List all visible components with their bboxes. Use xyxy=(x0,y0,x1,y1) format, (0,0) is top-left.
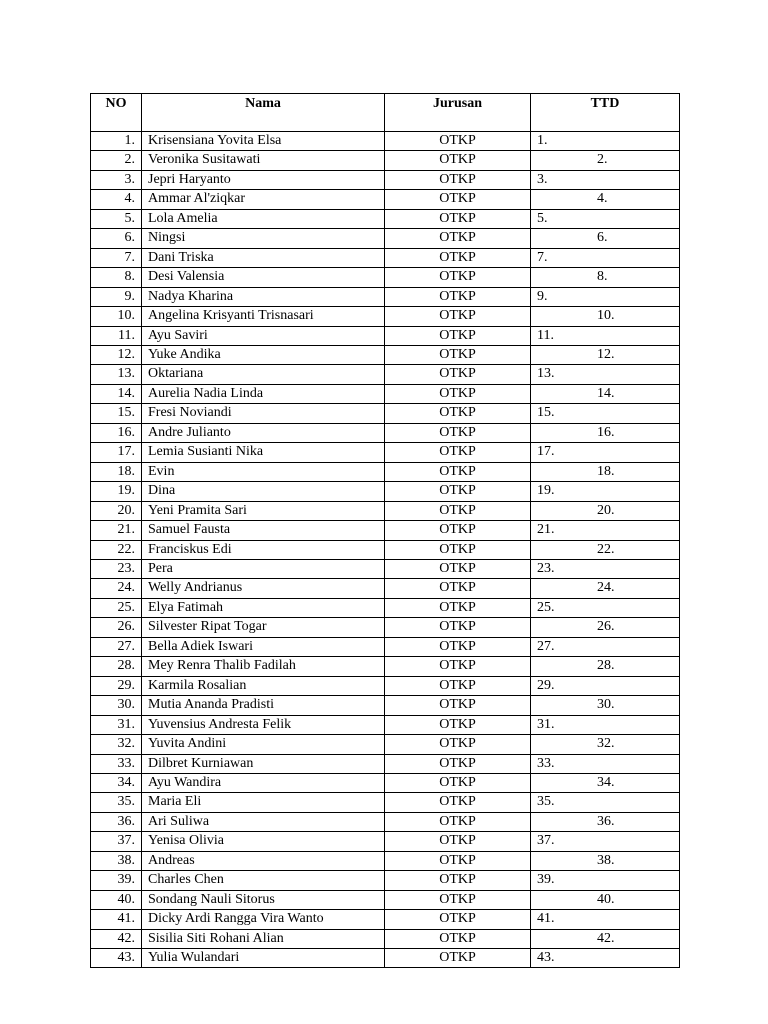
row-nama: Sisilia Siti Rohani Alian xyxy=(142,929,385,948)
row-nama: Yuke Andika xyxy=(142,345,385,364)
row-jurusan: OTKP xyxy=(385,910,531,929)
row-jurusan: OTKP xyxy=(385,540,531,559)
row-number: 37. xyxy=(91,832,142,851)
row-number: 14. xyxy=(91,384,142,403)
table-row xyxy=(91,170,680,189)
row-nama: Jepri Haryanto xyxy=(142,170,385,189)
row-jurusan: OTKP xyxy=(385,170,531,189)
row-number: 7. xyxy=(91,248,142,267)
row-nama: Dina xyxy=(142,482,385,501)
table-row xyxy=(91,287,680,306)
table-row xyxy=(91,618,680,637)
row-number: 12. xyxy=(91,345,142,364)
row-ttd: 10. xyxy=(531,307,680,326)
row-ttd: 14. xyxy=(531,384,680,403)
row-nama: Karmila Rosalian xyxy=(142,676,385,695)
row-nama: Bella Adiek Iswari xyxy=(142,637,385,656)
row-number: 32. xyxy=(91,735,142,754)
row-ttd: 35. xyxy=(531,793,680,812)
row-ttd: 1. xyxy=(531,132,680,151)
row-nama: Desi Valensia xyxy=(142,268,385,287)
row-jurusan: OTKP xyxy=(385,248,531,267)
header-no: NO xyxy=(91,94,142,132)
row-ttd: 37. xyxy=(531,832,680,851)
row-ttd: 43. xyxy=(531,949,680,968)
row-ttd: 39. xyxy=(531,871,680,890)
row-ttd: 40. xyxy=(531,890,680,909)
row-jurusan: OTKP xyxy=(385,715,531,734)
row-nama: Andre Julianto xyxy=(142,423,385,442)
table-row xyxy=(91,715,680,734)
row-number: 30. xyxy=(91,696,142,715)
row-nama: Ari Suliwa xyxy=(142,812,385,831)
row-number: 1. xyxy=(91,132,142,151)
table-row xyxy=(91,637,680,656)
row-nama: Yuvita Andini xyxy=(142,735,385,754)
row-ttd: 11. xyxy=(531,326,680,345)
row-number: 31. xyxy=(91,715,142,734)
row-ttd: 30. xyxy=(531,696,680,715)
row-number: 13. xyxy=(91,365,142,384)
row-jurusan: OTKP xyxy=(385,268,531,287)
row-number: 20. xyxy=(91,501,142,520)
row-jurusan: OTKP xyxy=(385,209,531,228)
table-row xyxy=(91,579,680,598)
row-number: 43. xyxy=(91,949,142,968)
row-jurusan: OTKP xyxy=(385,423,531,442)
row-ttd: 21. xyxy=(531,521,680,540)
header-ttd: TTD xyxy=(531,94,680,132)
table-row xyxy=(91,132,680,151)
row-nama: Silvester Ripat Togar xyxy=(142,618,385,637)
row-jurusan: OTKP xyxy=(385,365,531,384)
row-number: 41. xyxy=(91,910,142,929)
row-ttd: 25. xyxy=(531,598,680,617)
row-nama: Ammar Al'ziqkar xyxy=(142,190,385,209)
row-number: 2. xyxy=(91,151,142,170)
row-number: 40. xyxy=(91,890,142,909)
row-jurusan: OTKP xyxy=(385,676,531,695)
row-jurusan: OTKP xyxy=(385,326,531,345)
row-number: 9. xyxy=(91,287,142,306)
row-number: 33. xyxy=(91,754,142,773)
row-jurusan: OTKP xyxy=(385,793,531,812)
row-jurusan: OTKP xyxy=(385,345,531,364)
row-number: 42. xyxy=(91,929,142,948)
row-nama: Ayu Saviri xyxy=(142,326,385,345)
row-jurusan: OTKP xyxy=(385,949,531,968)
row-ttd: 9. xyxy=(531,287,680,306)
row-jurusan: OTKP xyxy=(385,482,531,501)
row-jurusan: OTKP xyxy=(385,307,531,326)
table-row xyxy=(91,229,680,248)
table-body xyxy=(91,132,680,968)
row-jurusan: OTKP xyxy=(385,287,531,306)
row-number: 19. xyxy=(91,482,142,501)
row-number: 24. xyxy=(91,579,142,598)
row-jurusan: OTKP xyxy=(385,773,531,792)
row-jurusan: OTKP xyxy=(385,404,531,423)
table-row xyxy=(91,190,680,209)
row-number: 16. xyxy=(91,423,142,442)
row-number: 28. xyxy=(91,657,142,676)
table-row xyxy=(91,832,680,851)
table-row xyxy=(91,773,680,792)
row-nama: Veronika Susitawati xyxy=(142,151,385,170)
row-number: 17. xyxy=(91,443,142,462)
row-number: 34. xyxy=(91,773,142,792)
row-number: 22. xyxy=(91,540,142,559)
table-row xyxy=(91,559,680,578)
table-row xyxy=(91,793,680,812)
row-jurusan: OTKP xyxy=(385,618,531,637)
row-nama: Mutia Ananda Pradisti xyxy=(142,696,385,715)
row-number: 36. xyxy=(91,812,142,831)
row-number: 3. xyxy=(91,170,142,189)
table-row xyxy=(91,754,680,773)
table-row xyxy=(91,735,680,754)
row-nama: Evin xyxy=(142,462,385,481)
row-jurusan: OTKP xyxy=(385,151,531,170)
table-row xyxy=(91,949,680,968)
row-nama: Aurelia Nadia Linda xyxy=(142,384,385,403)
row-ttd: 34. xyxy=(531,773,680,792)
row-jurusan: OTKP xyxy=(385,657,531,676)
row-ttd: 12. xyxy=(531,345,680,364)
row-ttd: 41. xyxy=(531,910,680,929)
row-nama: Oktariana xyxy=(142,365,385,384)
row-jurusan: OTKP xyxy=(385,579,531,598)
table-row xyxy=(91,345,680,364)
table-row xyxy=(91,209,680,228)
row-jurusan: OTKP xyxy=(385,871,531,890)
table-row xyxy=(91,307,680,326)
row-ttd: 31. xyxy=(531,715,680,734)
row-jurusan: OTKP xyxy=(385,754,531,773)
table-row xyxy=(91,248,680,267)
row-number: 26. xyxy=(91,618,142,637)
row-nama: Elya Fatimah xyxy=(142,598,385,617)
table-row xyxy=(91,676,680,695)
row-nama: Samuel Fausta xyxy=(142,521,385,540)
row-number: 15. xyxy=(91,404,142,423)
table-row xyxy=(91,404,680,423)
table-row xyxy=(91,871,680,890)
row-ttd: 20. xyxy=(531,501,680,520)
row-jurusan: OTKP xyxy=(385,501,531,520)
row-ttd: 27. xyxy=(531,637,680,656)
table-row xyxy=(91,696,680,715)
row-nama: Yulia Wulandari xyxy=(142,949,385,968)
attendance-table xyxy=(90,93,680,968)
table-row xyxy=(91,851,680,870)
row-number: 21. xyxy=(91,521,142,540)
row-nama: Dani Triska xyxy=(142,248,385,267)
row-nama: Krisensiana Yovita Elsa xyxy=(142,132,385,151)
row-nama: Angelina Krisyanti Trisnasari xyxy=(142,307,385,326)
row-ttd: 7. xyxy=(531,248,680,267)
table-row xyxy=(91,812,680,831)
row-ttd: 36. xyxy=(531,812,680,831)
row-ttd: 29. xyxy=(531,676,680,695)
table-row xyxy=(91,365,680,384)
row-nama: Andreas xyxy=(142,851,385,870)
row-ttd: 26. xyxy=(531,618,680,637)
row-ttd: 19. xyxy=(531,482,680,501)
row-number: 4. xyxy=(91,190,142,209)
row-ttd: 2. xyxy=(531,151,680,170)
header-nama: Nama xyxy=(142,94,385,132)
row-ttd: 18. xyxy=(531,462,680,481)
row-number: 8. xyxy=(91,268,142,287)
row-number: 29. xyxy=(91,676,142,695)
table-row xyxy=(91,521,680,540)
row-nama: Ayu Wandira xyxy=(142,773,385,792)
row-ttd: 22. xyxy=(531,540,680,559)
row-number: 5. xyxy=(91,209,142,228)
row-jurusan: OTKP xyxy=(385,559,531,578)
row-nama: Franciskus Edi xyxy=(142,540,385,559)
table-row xyxy=(91,657,680,676)
row-nama: Yuvensius Andresta Felik xyxy=(142,715,385,734)
row-ttd: 4. xyxy=(531,190,680,209)
row-ttd: 13. xyxy=(531,365,680,384)
row-nama: Mey Renra Thalib Fadilah xyxy=(142,657,385,676)
table-row xyxy=(91,890,680,909)
table-row xyxy=(91,151,680,170)
row-number: 11. xyxy=(91,326,142,345)
row-jurusan: OTKP xyxy=(385,851,531,870)
row-ttd: 6. xyxy=(531,229,680,248)
table-row xyxy=(91,443,680,462)
row-number: 38. xyxy=(91,851,142,870)
row-number: 35. xyxy=(91,793,142,812)
table-row xyxy=(91,423,680,442)
row-nama: Sondang Nauli Sitorus xyxy=(142,890,385,909)
row-nama: Yenisa Olivia xyxy=(142,832,385,851)
row-ttd: 28. xyxy=(531,657,680,676)
row-nama: Lemia Susianti Nika xyxy=(142,443,385,462)
row-ttd: 33. xyxy=(531,754,680,773)
row-ttd: 23. xyxy=(531,559,680,578)
table-row xyxy=(91,910,680,929)
table-row xyxy=(91,598,680,617)
table-row xyxy=(91,482,680,501)
header-jurusan: Jurusan xyxy=(385,94,531,132)
row-jurusan: OTKP xyxy=(385,384,531,403)
row-jurusan: OTKP xyxy=(385,696,531,715)
row-number: 25. xyxy=(91,598,142,617)
row-number: 6. xyxy=(91,229,142,248)
table-row xyxy=(91,268,680,287)
row-jurusan: OTKP xyxy=(385,132,531,151)
row-nama: Pera xyxy=(142,559,385,578)
row-nama: Yeni Pramita Sari xyxy=(142,501,385,520)
row-jurusan: OTKP xyxy=(385,462,531,481)
row-ttd: 24. xyxy=(531,579,680,598)
table-row xyxy=(91,501,680,520)
row-jurusan: OTKP xyxy=(385,735,531,754)
row-jurusan: OTKP xyxy=(385,443,531,462)
row-nama: Ningsi xyxy=(142,229,385,248)
row-jurusan: OTKP xyxy=(385,812,531,831)
row-jurusan: OTKP xyxy=(385,637,531,656)
table-row xyxy=(91,384,680,403)
row-jurusan: OTKP xyxy=(385,190,531,209)
row-jurusan: OTKP xyxy=(385,598,531,617)
row-ttd: 42. xyxy=(531,929,680,948)
row-jurusan: OTKP xyxy=(385,929,531,948)
row-ttd: 3. xyxy=(531,170,680,189)
row-nama: Charles Chen xyxy=(142,871,385,890)
row-ttd: 38. xyxy=(531,851,680,870)
row-nama: Dicky Ardi Rangga Vira Wanto xyxy=(142,910,385,929)
row-nama: Nadya Kharina xyxy=(142,287,385,306)
row-nama: Fresi Noviandi xyxy=(142,404,385,423)
row-number: 23. xyxy=(91,559,142,578)
header-row xyxy=(91,94,680,132)
table-row xyxy=(91,326,680,345)
row-number: 18. xyxy=(91,462,142,481)
row-jurusan: OTKP xyxy=(385,229,531,248)
table-row xyxy=(91,929,680,948)
row-ttd: 8. xyxy=(531,268,680,287)
row-nama: Dilbret Kurniawan xyxy=(142,754,385,773)
row-number: 27. xyxy=(91,637,142,656)
table-header xyxy=(91,94,680,132)
table-row xyxy=(91,462,680,481)
row-ttd: 15. xyxy=(531,404,680,423)
row-number: 10. xyxy=(91,307,142,326)
row-jurusan: OTKP xyxy=(385,832,531,851)
table-row xyxy=(91,540,680,559)
row-jurusan: OTKP xyxy=(385,521,531,540)
row-ttd: 32. xyxy=(531,735,680,754)
row-number: 39. xyxy=(91,871,142,890)
row-ttd: 17. xyxy=(531,443,680,462)
row-ttd: 16. xyxy=(531,423,680,442)
row-nama: Welly Andrianus xyxy=(142,579,385,598)
row-jurusan: OTKP xyxy=(385,890,531,909)
row-ttd: 5. xyxy=(531,209,680,228)
row-nama: Lola Amelia xyxy=(142,209,385,228)
row-nama: Maria Eli xyxy=(142,793,385,812)
